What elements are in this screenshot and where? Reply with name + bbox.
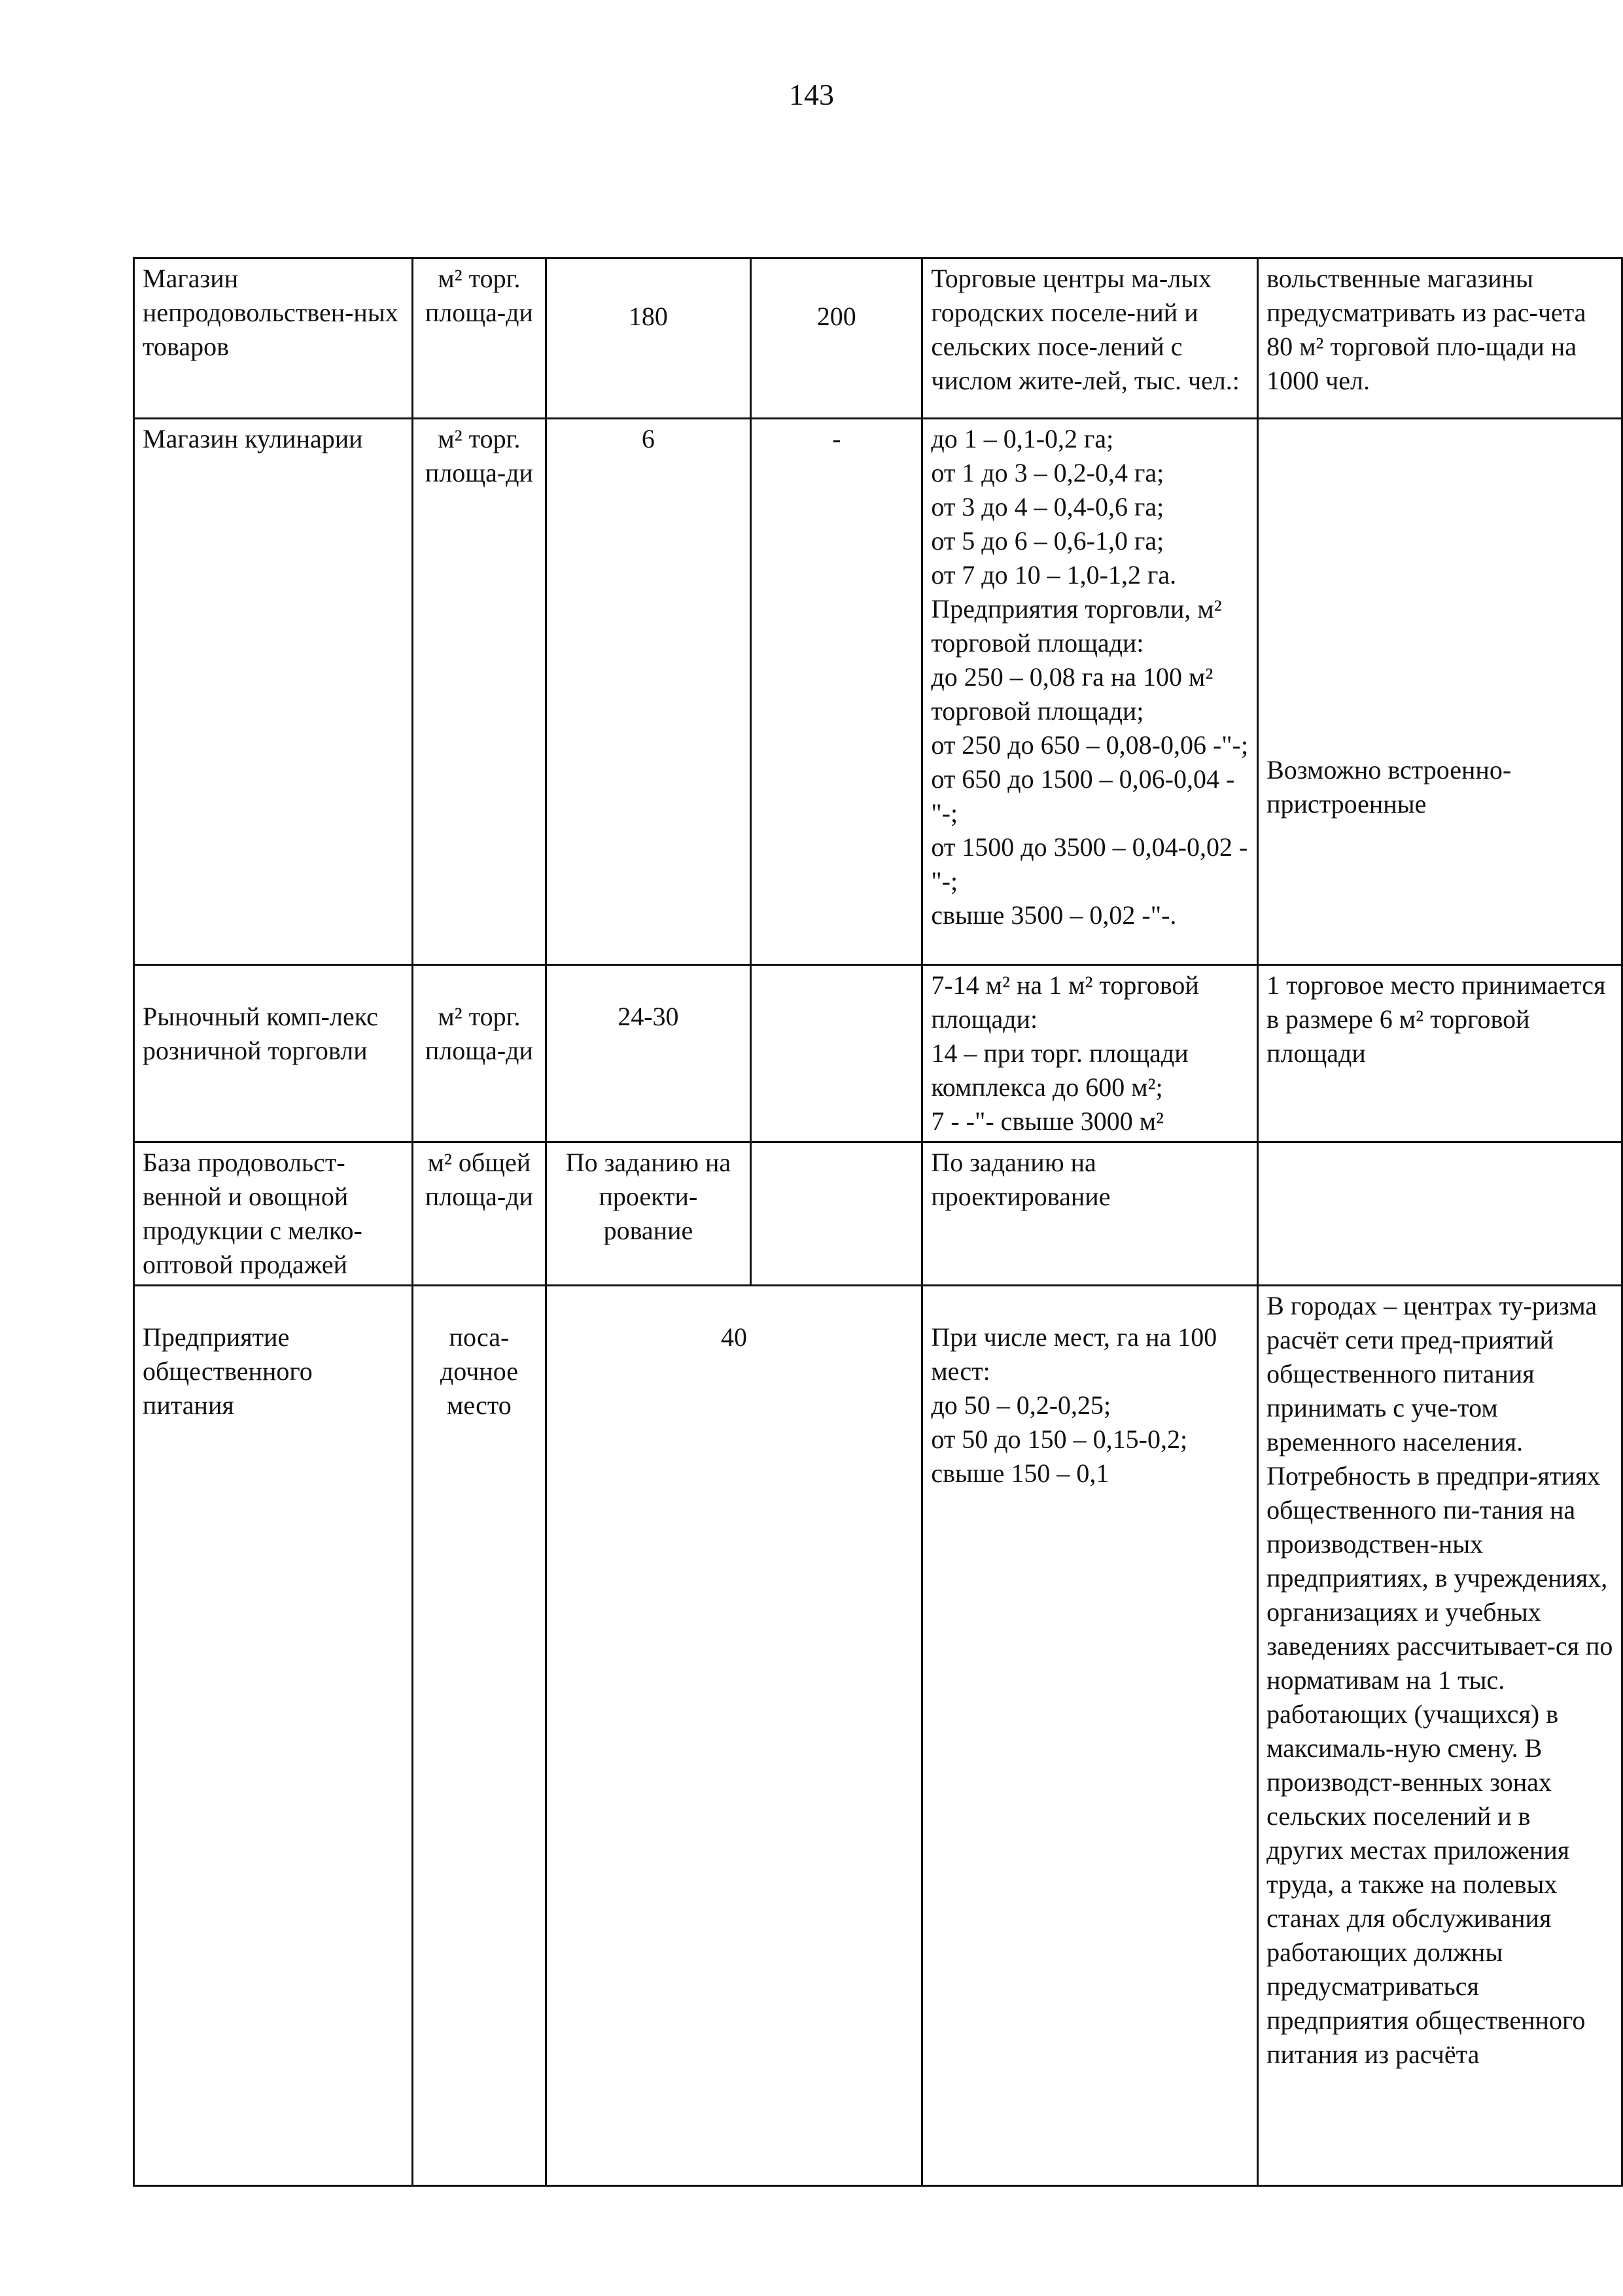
row-value-cell: 6 [546, 419, 751, 965]
row-value-cell [751, 965, 922, 1142]
row-name-cell: Рыночный комп-лекс розничной торговли [134, 965, 413, 1142]
row-unit-cell: поса-дочное место [413, 1286, 546, 2186]
row-unit-cell: м² торг. площа-ди [413, 419, 546, 965]
row-area-cell: Торговые центры ма-лых городских поселе-ний и сельских посе-лений с числом жите-лей, тыс. чел.: [922, 258, 1258, 419]
row-note-cell [1258, 1142, 1622, 1286]
row-value-cell: По заданию на проекти-рование [546, 1142, 751, 1286]
row-unit-cell: м² торг. площа-ди [413, 258, 546, 419]
table-row [134, 1142, 1622, 1286]
row-name-cell: Магазин кулинарии [134, 419, 413, 965]
standards-table [133, 257, 1623, 2187]
row-value-cell: 200 [751, 258, 922, 419]
table-row [134, 1286, 1622, 2186]
row-unit-cell: м² торг. площа-ди [413, 965, 546, 1142]
row-area-cell: При числе мест, га на 100 мест: до 50 – 0,2-0,25; от 50 до 150 – 0,15-0,2; свыше 150 – 0,1 [922, 1286, 1258, 2186]
row-area-cell: 7-14 м² на 1 м² торговой площади: 14 – при торг. площади комплекса до 600 м²; 7 - -"- свыше 3000 м² [922, 965, 1258, 1142]
row-value-cell: - [751, 419, 922, 965]
row-name-cell: База продовольст-венной и овощной продукции с мелко-оптовой продажей [134, 1142, 413, 1286]
row-value-cell: 24-30 [546, 965, 751, 1142]
table-row [134, 419, 1622, 965]
table-row [134, 258, 1622, 419]
row-unit-cell: м² общей площа-ди [413, 1142, 546, 1286]
row-note-cell: В городах – центрах ту-ризма расчёт сети пред-приятий общественного питания принимать с уче-том временного населения. Потребность в предпри-ятиях общественного пи-тания на производствен-ных предприятиях, в учреждениях, организациях и учебных заведениях рассчитывает-ся по нормативам на 1 тыс. работающих (учащихся) в максималь-ную смену. В производст-венных зонах сельских поселений и в других местах приложения труда, а также на полевых станах для обслуживания работающих должны предусматриваться предприятия общественного питания из расчёта [1258, 1286, 1622, 2186]
table-row [134, 965, 1622, 1142]
row-area-cell: до 1 – 0,1-0,2 га; от 1 до 3 – 0,2-0,4 га; от 3 до 4 – 0,4-0,6 га; от 5 до 6 – 0,6-1,0 га; от 7 до 10 – 1,0-1,2 га. Предприятия торговли, м² торговой площади: до 250 – 0,08 га на 100 м² торговой площади; от 250 до 650 – 0,08-0,06 -"-; от 650 до 1500 – 0,06-0,04 -"-; от 1500 до 3500 – 0,04-0,02 -"-; свыше 3500 – 0,02 -"-. [922, 419, 1258, 965]
row-note-cell: 1 торговое место принимается в размере 6 м² торговой площади [1258, 965, 1622, 1142]
row-value-cell: 180 [546, 258, 751, 419]
row-area-cell: По заданию на проектирование [922, 1142, 1258, 1286]
row-name-cell: Предприятие общественного питания [134, 1286, 413, 2186]
row-value-cell: 40 [546, 1286, 922, 2186]
row-value-cell [751, 1142, 922, 1286]
row-note-cell: Возможно встроенно-пристроенные [1258, 419, 1622, 965]
page-number: 143 [789, 78, 834, 111]
row-note-cell: вольственные магазины предусматривать из рас-чета 80 м² торговой пло-щади на 1000 чел. [1258, 258, 1622, 419]
row-name-cell: Магазин непродовольствен-ных товаров [134, 258, 413, 419]
